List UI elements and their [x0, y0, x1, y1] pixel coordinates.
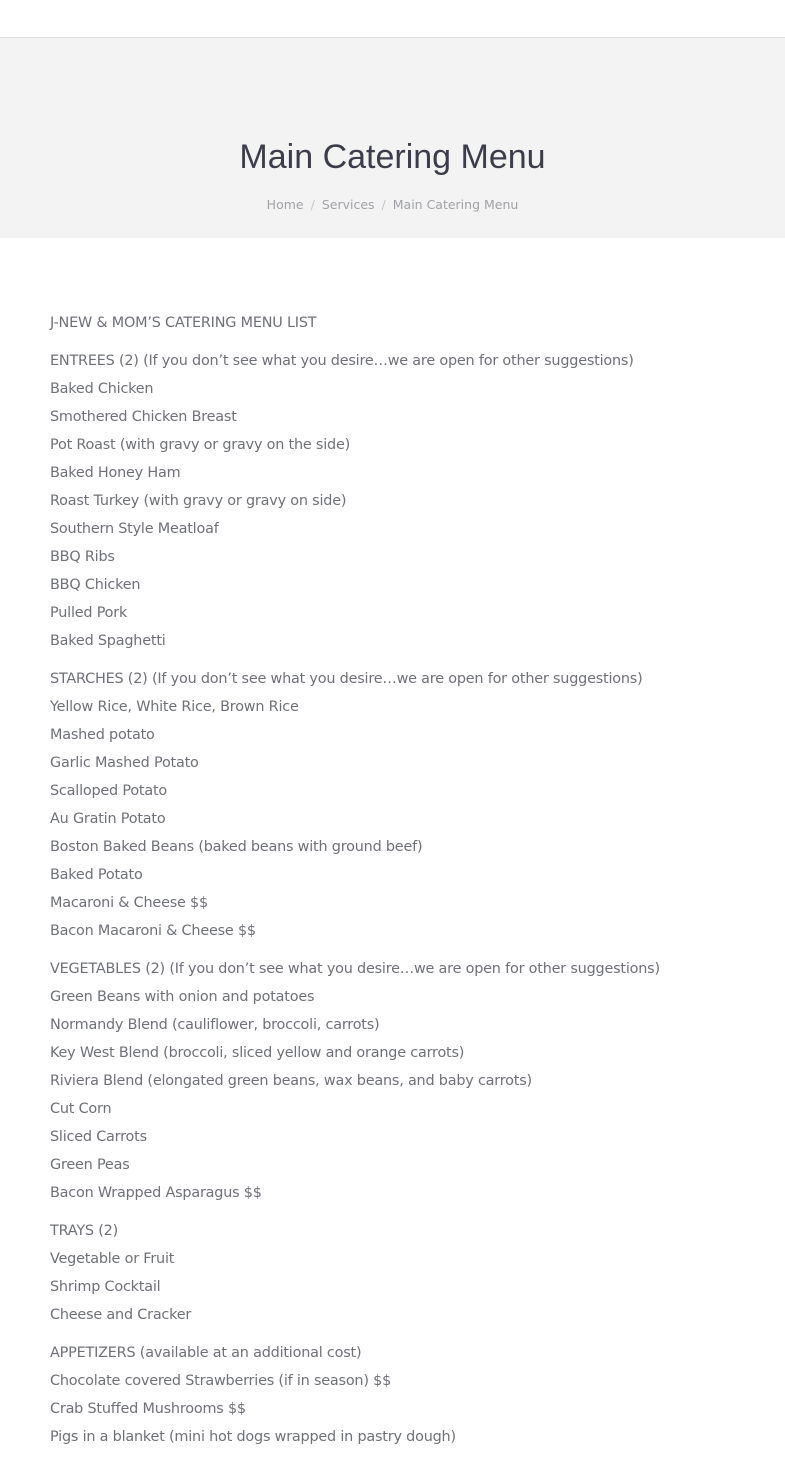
menu-item: Mashed potato	[50, 727, 155, 743]
menu-item: Au Gratin Potato	[50, 811, 166, 827]
section-starches	[50, 665, 750, 945]
menu-intro-text: J-NEW & MOM’S CATERING MENU LIST	[50, 315, 317, 331]
vegetables-heading: VEGETABLES (2) (If you don’t see what you desire…we are open for other suggestions)	[50, 961, 660, 977]
breadcrumb-current: Main Catering Menu	[392, 197, 519, 212]
entrees-heading: ENTREES (2) (If you don’t see what you desire…we are open for other suggestions)	[50, 353, 634, 369]
starches-heading: STARCHES (2) (If you don’t see what you desire…we are open for other suggestions)	[50, 671, 643, 687]
menu-item: BBQ Chicken	[50, 577, 141, 593]
section-entrees	[50, 347, 750, 655]
menu-item: Macaroni & Cheese $$	[50, 895, 208, 911]
breadcrumb-separator: /	[310, 197, 315, 212]
menu-intro	[50, 309, 750, 337]
menu-item: Baked Spaghetti	[50, 633, 166, 649]
menu-item: Shrimp Cocktail	[50, 1279, 161, 1295]
menu-item: Green Beans with onion and potatoes	[50, 989, 315, 1005]
menu-item: Scalloped Potato	[50, 783, 168, 799]
menu-item: Baked Honey Ham	[50, 465, 181, 481]
menu-item: Normandy Blend (cauliflower, broccoli, carrots)	[50, 1017, 380, 1033]
menu-item: Roast Turkey (with gravy or gravy on side)	[50, 493, 347, 509]
menu-item: Pulled Pork	[50, 605, 128, 621]
menu-content	[50, 309, 750, 1461]
menu-item: Bacon Wrapped Asparagus $$	[50, 1185, 262, 1201]
menu-item: Garlic Mashed Potato	[50, 755, 199, 771]
menu-item: Pigs in a blanket (mini hot dogs wrapped in pastry dough)	[50, 1429, 456, 1445]
trays-heading: TRAYS (2)	[50, 1223, 119, 1239]
menu-item: Key West Blend (broccoli, sliced yellow and orange carrots)	[50, 1045, 465, 1061]
menu-item: Smothered Chicken Breast	[50, 409, 237, 425]
menu-item: Boston Baked Beans (baked beans with ground beef)	[50, 839, 423, 855]
menu-item: Sliced Carrots	[50, 1129, 147, 1145]
menu-item: Southern Style Meatloaf	[50, 521, 219, 537]
breadcrumb-home-link[interactable]: Home	[266, 197, 304, 212]
menu-item: Bacon Macaroni & Cheese $$	[50, 923, 256, 939]
breadcrumb-separator: /	[381, 197, 386, 212]
menu-item: Baked Potato	[50, 867, 143, 883]
section-appetizers	[50, 1339, 750, 1451]
breadcrumb-services-link[interactable]: Services	[321, 197, 375, 212]
menu-item: Cut Corn	[50, 1101, 112, 1117]
menu-item: Yellow Rice, White Rice, Brown Rice	[50, 699, 299, 715]
menu-item: Green Peas	[50, 1157, 130, 1173]
page-title: Main Catering Menu	[239, 138, 546, 176]
menu-item: Crab Stuffed Mushrooms $$	[50, 1401, 246, 1417]
menu-item: Riviera Blend (elongated green beans, wax beans, and baby carrots)	[50, 1073, 532, 1089]
menu-item: Vegetable or Fruit	[50, 1251, 175, 1267]
section-vegetables	[50, 955, 750, 1207]
menu-item: BBQ Ribs	[50, 549, 115, 565]
appetizers-heading: APPETIZERS (available at an additional cost)	[50, 1345, 362, 1361]
top-header-bar	[0, 0, 785, 38]
section-trays	[50, 1217, 750, 1329]
menu-item: Cheese and Cracker	[50, 1307, 192, 1323]
menu-item: Pot Roast (with gravy or gravy on the side)	[50, 437, 351, 453]
menu-item: Chocolate covered Strawberries (if in season) $$	[50, 1373, 392, 1389]
breadcrumb	[0, 196, 785, 214]
page-title-banner	[0, 38, 785, 238]
menu-item: Baked Chicken	[50, 381, 154, 397]
